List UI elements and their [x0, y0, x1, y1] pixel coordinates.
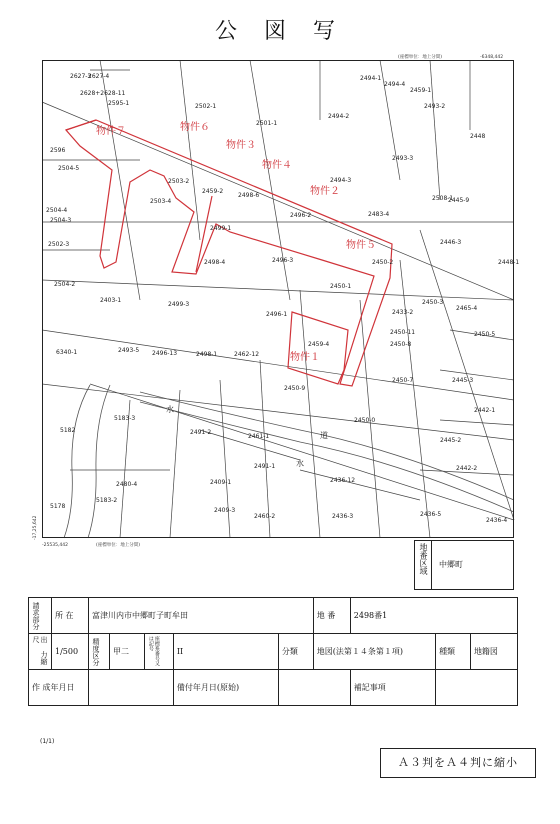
fixed-value: [278, 670, 350, 706]
road-label: 道: [320, 431, 328, 440]
parcel-number: 2448-1: [498, 259, 520, 266]
parcel-number: 2627-3: [70, 73, 92, 80]
parcel-number: 2499-3: [168, 301, 190, 308]
edge-label-left: -17,25,642: [33, 515, 38, 540]
parcel-number: 2628+2628-11: [80, 90, 126, 97]
map-frame: [42, 60, 514, 538]
class-value: 地図(法第１４条第１項): [313, 634, 435, 670]
parcel-number: 2501-1: [256, 120, 278, 127]
parcel-number: 2450-11: [390, 329, 416, 336]
location-label: 所 在: [52, 598, 89, 634]
parcel-number: 2459-2: [202, 188, 224, 195]
district-box-divider: [431, 541, 432, 589]
district-box-label: 地番区域: [419, 543, 428, 575]
property-label-1: 物件１: [290, 352, 320, 363]
parcel-number: 5178: [50, 503, 66, 510]
edge-label-top-center: (座標単位：地上分間): [398, 55, 443, 60]
document-title: 公 図 写: [215, 19, 345, 44]
parcel-number: 2502-3: [48, 241, 70, 248]
parcel-number: 2433-2: [392, 309, 414, 316]
parcel-number: 2496-2: [290, 212, 312, 219]
parcel-number: 2445-2: [440, 437, 462, 444]
water-label-2: 水: [296, 459, 304, 468]
parcel-number: 2436-4: [486, 517, 508, 524]
scale-value: 1/500: [52, 634, 89, 670]
parcel-number: 2450-0: [354, 417, 376, 424]
precision-value: 甲二: [110, 634, 145, 670]
lot-value: 2498番1: [350, 598, 517, 634]
parcel-number: 2493-5: [118, 347, 140, 354]
parcel-number: 2494-3: [330, 177, 352, 184]
note-label: 補記事項: [350, 670, 435, 706]
parcel-number: 2496-13: [152, 350, 178, 357]
class-label: 分類: [278, 634, 313, 670]
property-label-7: 物件７: [96, 126, 126, 137]
property-label-4: 物件４: [262, 160, 292, 171]
location-value: 富津川内市中郷町子町牟田: [89, 598, 314, 634]
parcel-number: 2460-2: [254, 513, 276, 520]
parcel-number: 5182: [60, 427, 76, 434]
property-label-5: 物件５: [346, 240, 376, 251]
reduction-note: Ａ３判をＡ４判に縮小: [380, 748, 536, 778]
parcel-number: 2494-1: [360, 75, 382, 82]
parcel-number: 2442-1: [474, 407, 496, 414]
lot-label: 地 番: [313, 598, 350, 634]
parcel-number: 2498-6: [238, 192, 260, 199]
page-indicator: (1/1): [40, 738, 55, 745]
type-label: 種類: [436, 634, 471, 670]
water-label: 水: [166, 405, 174, 414]
precision-label: 精度区分: [92, 637, 100, 666]
parcel-number: 2465-4: [456, 305, 478, 312]
parcel-number: 2436-3: [332, 513, 354, 520]
parcel-number: 2450-8: [390, 341, 412, 348]
parcel-number: 2403-1: [100, 297, 122, 304]
parcel-number: 2493-2: [424, 103, 446, 110]
district-box: [414, 540, 514, 590]
parcel-number: 2480-4: [116, 481, 138, 488]
parcel-number: 2498-1: [196, 351, 218, 358]
parcel-number: 2450-2: [372, 259, 394, 266]
parcel-number: 2445-3: [452, 377, 474, 384]
parcel-number: 2459-1: [410, 87, 432, 94]
parcel-number: 2493-3: [392, 155, 414, 162]
parcel-number: 5183-3: [114, 415, 136, 422]
parcel-number: 2504-4: [46, 207, 68, 214]
scale-label: 出 力縮 尺: [32, 636, 48, 665]
parcel-number: 2442-2: [456, 465, 478, 472]
info-row-3: [29, 670, 518, 706]
parcel-number: 2499-1: [210, 225, 232, 232]
parcel-number: 2503-2: [168, 178, 190, 185]
parcel-number: 2461-1: [248, 433, 270, 440]
parcel-number: 2503-4: [150, 198, 172, 205]
parcel-number: 2496-1: [266, 311, 288, 318]
parcel-number: 2483-4: [368, 211, 390, 218]
property-label-6: 物件６: [180, 122, 210, 133]
info-row-2: [29, 634, 518, 670]
info-table: [28, 597, 518, 706]
parcel-number: 2450-3: [422, 299, 444, 306]
parcel-number: 2502-1: [195, 103, 217, 110]
parcel-number: 2450-1: [330, 283, 352, 290]
parcel-number: 2494-4: [384, 81, 406, 88]
parcel-number: 2436-12: [330, 477, 356, 484]
coord-value: II: [173, 634, 278, 670]
edge-label-bottom-left: -25535,442: [42, 543, 68, 548]
note-value: [436, 670, 518, 706]
parcel-number: 2450-7: [392, 377, 414, 384]
parcel-number: 2409-1: [210, 479, 232, 486]
parcel-number: 2595-1: [108, 100, 130, 107]
type-value: 地籍図: [470, 634, 517, 670]
parcel-number: 2504-5: [58, 165, 80, 172]
parcel-number: 2498-4: [204, 259, 226, 266]
district-box-value: 中郷町: [439, 560, 463, 569]
parcel-number: 5183-2: [96, 497, 118, 504]
parcel-number: 2504-2: [54, 281, 76, 288]
parcel-number: 2496-3: [272, 257, 294, 264]
parcel-number: 2596: [50, 147, 66, 154]
parcel-number: 2627-4: [88, 73, 110, 80]
edge-label-top-right: -6348,442: [480, 55, 504, 60]
fixed-label: 備付年月日(原始): [173, 670, 278, 706]
parcel-number: 2462-12: [234, 351, 260, 358]
parcel-number: 2459-4: [308, 341, 330, 348]
parcel-number: 2491-1: [254, 463, 276, 470]
created-label: 作 成年月日: [29, 670, 89, 706]
parcel-number: 2494-2: [328, 113, 350, 120]
coord-label: 座標系番号又は記号: [147, 636, 160, 666]
parcel-number: 2446-3: [440, 239, 462, 246]
edge-label-bottom-center: (座標単位：地上分間): [96, 543, 141, 548]
info-row-1: [29, 598, 518, 634]
parcel-number: 2448: [470, 133, 486, 140]
parcel-number: 2436-5: [420, 511, 442, 518]
parcel-number: 2409-3: [214, 507, 236, 514]
property-label-3: 物件３: [226, 140, 256, 151]
parcel-number: 6340-1: [56, 349, 78, 356]
request-part-label: 請求部分: [32, 601, 40, 630]
parcel-number: 2450-9: [284, 385, 306, 392]
parcel-number: 2450-5: [474, 331, 496, 338]
parcel-number: 2491-2: [190, 429, 212, 436]
parcel-number: 2504-3: [50, 217, 72, 224]
parcel-number: 2445-9: [448, 197, 470, 204]
parcel-number: 2508-1: [432, 195, 454, 202]
created-value: [89, 670, 174, 706]
property-label-2: 物件２: [310, 186, 340, 197]
